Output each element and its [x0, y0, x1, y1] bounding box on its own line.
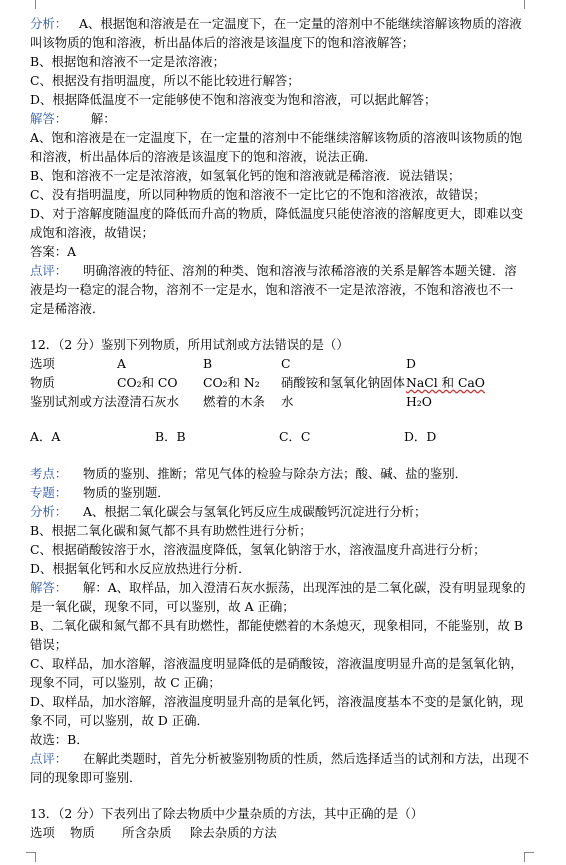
q11-solution-jie: 解：	[90, 111, 116, 126]
crop-mark-bottom-right	[524, 852, 534, 862]
q11-analysis-line-1	[30, 16, 522, 32]
q12-kaodian-text: 物质的鉴别、推断；常见气体的检验与除杂方法；酸、碱、盐的鉴别．	[82, 466, 468, 481]
q12-option-b: B．B	[155, 429, 186, 444]
q12-analysis-line-1	[30, 504, 426, 520]
q13-table-header-method: 除去杂质的方法	[190, 825, 277, 840]
q11-solution-line-2: 和溶液，析出晶体后的溶液是该温度下的饱和溶液，说法正确．	[30, 149, 377, 164]
q13-table-header-impurity: 所含杂质	[122, 825, 172, 840]
q11-solution-line-1: A、饱和溶液是在一定温度下，在一定量的溶剂中不能继续溶解该物质的溶液叫该物质的饱	[30, 130, 523, 145]
q12-table-substance-c: 硝酸铵和氢氧化钠固体	[281, 375, 405, 390]
q12-option-c: C．C	[279, 429, 311, 444]
q11-comment-line-1	[30, 263, 517, 279]
q12-table-row-substance-label: 物质	[30, 375, 55, 390]
q11-analysis-line-2: 叫该物质的饱和溶液，析出晶体后的溶液是该温度下的饱和溶液解答；	[30, 35, 415, 50]
q12-solution-line-7: D、取样品，加水溶解，溶液温度明显升高的是氧化钙，溶液温度基本不变的是氯化钠，现	[30, 694, 524, 709]
q11-answer: 答案：A	[30, 244, 77, 259]
q12-solution-label: 解答：	[30, 580, 68, 595]
q11-analysis-line-5: D、根据降低温度不一定能够使不饱和溶液变为饱和溶液，可以据此解答；	[30, 92, 437, 107]
q12-table-row-method-label: 鉴别试剂或方法	[30, 394, 117, 409]
q12-zhuanti	[30, 485, 170, 501]
q12-table-method-a: 澄清石灰水	[117, 394, 179, 409]
crop-mark-top-right	[524, 0, 534, 9]
q12-kaodian	[30, 466, 467, 482]
q12-option-a: A．A	[30, 429, 61, 444]
q11-solution-line-5: D、对于溶解度随温度的降低而升高的物质，降低温度只能使溶液的溶解度更大，即难以变	[30, 206, 524, 221]
q12-option-d: D．D	[404, 429, 437, 444]
q11-solution-line-4: C、没有指明温度，所以同种物质的饱和溶液不一定比它的不饱和溶液浓，故错误；	[30, 187, 486, 202]
q11-analysis-line-3: B、根据饱和溶液不一定是浓溶液；	[30, 54, 225, 69]
q12-table-method-b: 燃着的木条	[203, 394, 265, 409]
q12-zhuanti-text: 物质的鉴别题．	[82, 485, 170, 500]
q12-table-header-b: B	[203, 356, 213, 371]
q12-stem: 12．（2 分）鉴别下列物质，所用试剂或方法错误的是（）	[30, 337, 349, 352]
q12-table-header-a: A	[117, 356, 126, 371]
q12-solution-line-8: 象不同，可以鉴别，故 D 正确．	[30, 713, 209, 728]
q12-solution-line-2: 是一氧化碳，现象不同，可以鉴别，故 A 正确；	[30, 599, 295, 614]
q11-analysis-text-1: A、根据饱和溶液是在一定温度下，在一定量的溶剂中不能继续溶解该物质的溶液	[79, 16, 522, 31]
q13-table-header-option: 选项	[30, 825, 55, 840]
q12-kaodian-label: 考点：	[30, 466, 68, 481]
q12-table-method-d: H₂O	[406, 394, 432, 409]
q12-analysis-line-2: B、根据二氧化碳和氮气都不具有助燃性进行分析；	[30, 523, 312, 538]
q12-solution-line-6: 现象不同，可以鉴别，故 C 正确；	[30, 675, 221, 690]
q12-analysis-text-1: A、根据二氧化碳会与氢氧化钙反应生成碳酸钙沉淀进行分析；	[82, 504, 427, 519]
q11-comment-text-1: 明确溶液的特征、溶剂的种类、饱和溶液与浓稀溶液的关系是解答本题关键．溶	[82, 263, 517, 278]
q13-table-header-substance: 物质	[70, 825, 95, 840]
q12-table-substance-b: CO₂和 N₂	[203, 375, 260, 390]
q12-solution-line-9: 故选：B．	[30, 732, 89, 747]
q13-stem: 13．（2 分）下表列出了除去物质中少量杂质的方法，其中正确的是（）	[30, 806, 424, 821]
q11-solution-line-6: 成饱和溶液，故错误；	[30, 225, 154, 240]
q12-comment-line-1	[30, 751, 529, 767]
q12-solution-line-1	[30, 580, 526, 596]
q12-table-header-d: D	[406, 356, 416, 371]
q12-analysis-line-4: D、根据氧化钙和水反应放热进行分析．	[30, 561, 251, 576]
q12-table-substance-d: NaCl 和 CaO	[406, 375, 485, 390]
q12-analysis-line-3: C、根据硝酸铵溶于水，溶液温度降低，氢氧化钠溶于水，溶液温度升高进行分析；	[30, 542, 486, 557]
crop-mark-top-left	[26, 0, 36, 9]
q11-comment-label: 点评：	[30, 263, 68, 278]
q12-comment-text-1: 在解此类题时，首先分析被鉴别物质的性质，然后选择适当的试剂和方法，出现不	[82, 751, 529, 766]
q12-table-header-option: 选项	[30, 356, 55, 371]
q12-comment-label: 点评：	[30, 751, 68, 766]
q11-analysis-line-4: C、根据没有指明温度，所以不能比较进行解答；	[30, 73, 300, 88]
q11-solution-line-3: B、饱和溶液不一定是浓溶液，如氢氧化钙的饱和溶液就是稀溶液．说法错误；	[30, 168, 461, 183]
crop-mark-bottom-left	[26, 852, 36, 862]
q11-comment-line-2: 液是均一稳定的混合物，溶剂不一定是水，饱和溶液不一定是浓溶液，不饱和溶液也不一	[30, 282, 514, 297]
q12-zhuanti-label: 专题：	[30, 485, 68, 500]
q12-table-method-c: 水	[281, 394, 294, 409]
q11-solution-label: 解答：	[30, 111, 68, 126]
q11-solution-head	[30, 111, 116, 127]
q12-solution-line-5: C、取样品，加水溶解，溶液温度明显降低的是硝酸铵，溶液温度明显升高的是氢氧化钠，	[30, 656, 523, 671]
q12-solution-line-4: 错误；	[30, 637, 68, 652]
q11-analysis-label: 分析：	[30, 16, 68, 31]
q12-table-substance-a: CO₂和 CO	[117, 375, 178, 390]
q11-comment-line-3: 定是稀溶液．	[30, 301, 105, 316]
q12-solution-line-3: B、二氧化碳和氮气都不具有助燃性，都能使燃着的木条熄灭，现象相同，不能鉴别，故 B	[30, 618, 523, 633]
q12-comment-line-2: 同的现象即可鉴别．	[30, 770, 142, 785]
q12-analysis-label: 分析：	[30, 504, 68, 519]
q12-table-header-c: C	[281, 356, 291, 371]
q12-solution-text-1: 解：A、取样品，加入澄清石灰水振荡，出现浑浊的是二氧化碳，没有明显现象的	[82, 580, 526, 595]
